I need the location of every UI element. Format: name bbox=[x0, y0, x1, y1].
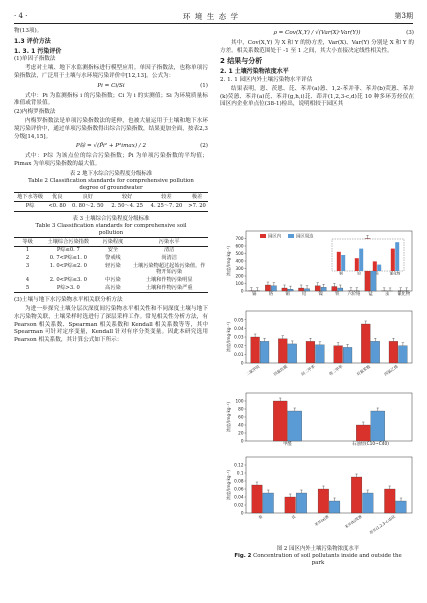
bar bbox=[271, 286, 276, 291]
table-cell: 土壤和作物污染明显 bbox=[145, 277, 193, 284]
nemerow-paragraph: 内梅罗指数法是单项污染指数法的延伸，也被大量运用于土壤和地下水环境污染评价中，通过单项污染指数得出综合污染指数，结果更加全面，按表2,3 分级[14,15]。 bbox=[14, 117, 208, 140]
bar bbox=[329, 501, 340, 513]
bar bbox=[252, 485, 263, 513]
table-header-cell: 污染程度 bbox=[102, 238, 124, 245]
plot-frame bbox=[246, 393, 412, 441]
table-cell: 1 bbox=[25, 247, 30, 254]
x-tick-label: 甲醛 bbox=[283, 442, 292, 447]
table-cell: 安全 bbox=[107, 247, 119, 254]
nemerow-heading: (2)内梅罗指数法 bbox=[14, 109, 56, 116]
y-tick-label: 500 bbox=[235, 251, 244, 257]
y-tick-label: 0 bbox=[240, 438, 244, 444]
bar bbox=[321, 287, 326, 291]
y-tick-label: 400 bbox=[235, 258, 244, 264]
y-tick-label: 0.04 bbox=[234, 325, 244, 331]
x-tick-label: 铬 bbox=[268, 292, 274, 297]
bar bbox=[384, 489, 395, 513]
bar bbox=[263, 493, 274, 513]
y-axis-label: 浓度/(mg·kg⁻¹) bbox=[226, 321, 231, 353]
y-tick-label: 60 bbox=[238, 414, 244, 420]
section-2-heading: 2 结果与分析 bbox=[220, 57, 263, 66]
table-header-cell: 等级 bbox=[22, 238, 33, 245]
bar bbox=[288, 289, 293, 291]
x-tick-label: 铁 bbox=[335, 292, 340, 297]
table-2-header-row bbox=[14, 192, 208, 202]
inset-bar bbox=[341, 255, 345, 271]
y-tick-label: 0.08 bbox=[234, 478, 244, 484]
section-2-1-heading: 2. 1 土壤污染物浓度水平 bbox=[220, 68, 289, 76]
table-row bbox=[14, 262, 208, 276]
table-header-cell: 污染水平 bbox=[158, 238, 180, 245]
inset-bar bbox=[377, 265, 381, 271]
x-tick-label: 石油烃(C10~C40) bbox=[352, 442, 389, 447]
issue-number: 第3期 bbox=[394, 12, 413, 20]
bar bbox=[251, 337, 260, 363]
section-2-1-1-heading: 2. 1. 1 园区内外土壤污染物水平评估 bbox=[220, 76, 313, 83]
table-header-cell: 土壤综合污染指数 bbox=[47, 238, 90, 245]
table-cell: 高污染 bbox=[105, 285, 121, 292]
y-tick-label: 0.04 bbox=[234, 494, 244, 500]
table-header-cell: 地下水等级 bbox=[17, 193, 44, 200]
table-cell: 1. 0<P综≤2. 0 bbox=[49, 262, 87, 269]
x-tick-label: 汞 bbox=[384, 292, 390, 297]
bar bbox=[315, 286, 320, 291]
table-3 bbox=[14, 237, 208, 293]
section-1-3-1-heading: 1. 3. 1 污染评价 bbox=[14, 47, 62, 55]
section-2-1-1-paragraph: 结果表明，恩、茨恩、芘、苯并(a)蒽、1,2-苯并菲、苯并(b)荧蒽、苯并(k)荧蒽、苯并(a)芘、苯并(g,h,i)苝、茚并(1,2,3-c,d)芘 10 种多环芳烃仅在园区内企业单点位(38-1)检出，说明相较于园区其 bbox=[220, 85, 414, 108]
table-header-cell: 较差 bbox=[161, 193, 172, 200]
legend-label-outside: 园区周边 bbox=[296, 234, 314, 240]
y-tick-label: 700 bbox=[235, 236, 244, 242]
table-cell: >7. 20 bbox=[188, 203, 206, 210]
x-tick-label: 苯并(a)蒽 bbox=[314, 514, 330, 528]
bar bbox=[288, 411, 302, 441]
table-cell: 清洁 bbox=[163, 247, 175, 254]
table-row bbox=[14, 277, 208, 285]
table-cell: <0. 80 bbox=[48, 203, 66, 210]
intro-tail: 物(13项)。 bbox=[14, 28, 43, 34]
table-row bbox=[14, 246, 208, 254]
table-3-caption bbox=[14, 216, 208, 237]
equation-1-number: (1) bbox=[200, 82, 208, 89]
y-tick-label: 0.06 bbox=[234, 486, 244, 492]
inset-bar bbox=[337, 252, 341, 271]
equation-2-number: (2) bbox=[200, 143, 208, 150]
inset-x-label: 铜 bbox=[339, 271, 343, 276]
inset-x-label: 氰化物 bbox=[389, 271, 401, 276]
bar bbox=[282, 288, 287, 291]
figure-2 bbox=[220, 225, 416, 545]
left-column bbox=[14, 28, 208, 346]
inset-bar bbox=[355, 258, 359, 271]
y-tick-label: 0.02 bbox=[234, 343, 244, 349]
single-factor-heading: (1)单因子指数法 bbox=[14, 56, 56, 63]
x-tick-label: 四氯乙烯 bbox=[383, 363, 399, 377]
table-cell: 4 bbox=[25, 277, 30, 284]
x-tick-label: 镉 bbox=[252, 292, 257, 297]
y-axis-label: 浓度/(mg·kg⁻¹) bbox=[226, 245, 231, 277]
correlation-heading: (3)土壤与地下水污染物水平相关联分析方法 bbox=[14, 297, 123, 304]
table-2-caption-cn: 表 2 地下水综合污染程度分级标准 bbox=[69, 170, 153, 177]
x-tick-label: 苯并(b)荧蒽 bbox=[344, 514, 363, 530]
inset-bar bbox=[359, 249, 363, 271]
equation-1-body: Pi = Ci/Si bbox=[97, 82, 125, 89]
bar bbox=[343, 347, 352, 363]
journal-name: 环 境 生 态 学 bbox=[182, 11, 239, 21]
bar bbox=[273, 401, 287, 441]
table-cell: 3 bbox=[25, 262, 30, 269]
table-cell: 轻污染 bbox=[105, 262, 121, 269]
y-axis-label: 浓度/(mg·kg⁻¹) bbox=[226, 469, 231, 501]
bar bbox=[356, 425, 370, 441]
y-tick-label: 40 bbox=[238, 422, 244, 428]
table-cell: 2. 0<P综≤3. 0 bbox=[49, 277, 87, 284]
table-cell: 土壤和作物污染严重 bbox=[145, 285, 193, 292]
table-row bbox=[14, 202, 208, 212]
bar bbox=[334, 346, 343, 363]
y-tick-label: 200 bbox=[235, 273, 244, 279]
equation-3-number: (3) bbox=[406, 30, 414, 36]
table-2 bbox=[14, 192, 208, 212]
single-factor-paragraph: 考虑对土壤、地下水监测指标进行模型应用。单因子指数法，也称单项污染指数法，广泛用于土壤与水环境污染评价中[12,13]。公式为： bbox=[14, 65, 208, 79]
bar bbox=[351, 477, 362, 513]
bar bbox=[398, 346, 407, 363]
table-cell: 警戒线 bbox=[105, 255, 121, 262]
y-axis-label: 浓度/(mg·kg⁻¹) bbox=[226, 401, 231, 433]
bar bbox=[298, 288, 303, 291]
bar bbox=[332, 287, 337, 292]
figure-2-caption-cn: 图 2 园区内外土壤污染物浓度水平 bbox=[276, 546, 360, 552]
section-1-3-heading: 1.3 评价方法 bbox=[14, 37, 51, 45]
plot-frame bbox=[246, 311, 412, 363]
x-tick-label: 铅 bbox=[301, 292, 307, 297]
x-tick-label: 邻二甲苯 bbox=[327, 363, 344, 377]
table-header-cell: 良好 bbox=[82, 193, 93, 200]
x-tick-label: 对氯苯胺 bbox=[355, 363, 372, 377]
y-tick-label: 300 bbox=[235, 266, 244, 272]
correlation-paragraph: 为进一步探究土壤分层次深度间污染物水平相关性和不同深度土壤与地下水污染物关联，土壤采样时选进行了深层采样工作。常见相关性分析方法，有 Pearson 相关系数、Spearman 相关系数和 Kendall 相关系数等等，其中 Spearman 可针对定序变量，Kendall 针对有序分类变量。因此本研究选用 Pearson 相关系数，其计算公式如下所示： bbox=[14, 306, 208, 344]
bar bbox=[396, 501, 407, 513]
bar bbox=[296, 493, 307, 513]
table-3-header-row bbox=[14, 237, 208, 246]
table-cell: P综 bbox=[25, 203, 35, 210]
table-cell: 2 bbox=[25, 255, 30, 262]
right-column bbox=[220, 28, 414, 110]
x-tick-label: 间二甲苯 bbox=[300, 363, 316, 377]
bar bbox=[371, 341, 380, 363]
figure-2-caption-en bbox=[220, 553, 416, 567]
y-tick-label: 0.1 bbox=[236, 470, 244, 476]
legend-swatch-outside bbox=[288, 234, 294, 238]
y-tick-label: 0 bbox=[240, 360, 244, 366]
inset-bar bbox=[373, 261, 377, 271]
bar bbox=[315, 345, 324, 363]
legend-label-inside: 园区内 bbox=[268, 234, 282, 240]
table-header-cell: 优良 bbox=[52, 193, 63, 200]
y-tick-label: 600 bbox=[235, 243, 244, 249]
inset-x-label: 铅 bbox=[357, 271, 361, 276]
bar bbox=[318, 489, 329, 513]
x-tick-label: 锰 bbox=[368, 292, 373, 297]
x-tick-label: 四氯化碳 bbox=[272, 363, 289, 377]
x-tick-label: 二氯甲烷 bbox=[244, 363, 261, 377]
table-cell: 0. 80～2. 50 bbox=[72, 203, 104, 210]
y-tick-label: 0 bbox=[240, 510, 244, 516]
equation-2-body: P综 = √(P̄i² + P²imax) / 2 bbox=[75, 143, 147, 150]
bar bbox=[371, 411, 385, 441]
y-tick-label: 0.01 bbox=[234, 351, 244, 357]
header-rule bbox=[14, 23, 413, 24]
x-tick-label: 铜 bbox=[285, 292, 290, 297]
figure-2-label: Fig. 2 bbox=[234, 552, 252, 559]
nemerow-paragraph-2: 式中：P综 为该点位的综合污染指数；P̄i 为单项污染指数的平均值；Pimax 为单项污染指数的最大值。 bbox=[14, 153, 208, 167]
x-tick-label: 氰化物 bbox=[397, 292, 411, 297]
table-cell: 4. 25～7. 20 bbox=[150, 203, 183, 210]
equation-1 bbox=[14, 83, 208, 91]
table-cell: 5 bbox=[25, 285, 30, 292]
single-factor-paragraph-2: 式中：Pi 为监测指标 i 的污染指数；Ci 为 i 的实测值；Si 为环境质量标准值或背景值。 bbox=[14, 92, 208, 107]
table-cell: 0. 7<P综≤1. 0 bbox=[49, 255, 87, 262]
y-tick-label: 0.02 bbox=[234, 502, 244, 508]
bar bbox=[304, 289, 309, 291]
figure-2-caption bbox=[220, 546, 416, 566]
bar bbox=[338, 288, 343, 291]
equation-2 bbox=[14, 143, 208, 151]
bar bbox=[260, 341, 269, 363]
inset-x-label: 汞 bbox=[375, 271, 379, 276]
bar bbox=[389, 341, 398, 363]
table-cell: 尚清洁 bbox=[161, 255, 177, 262]
x-tick-label: 芘 bbox=[291, 514, 297, 520]
inset-bar bbox=[395, 242, 399, 271]
bar bbox=[363, 493, 374, 513]
table-2-caption-en: Table 2 Classification standards for comprehensive pollution degree of groundwater bbox=[28, 177, 194, 191]
table-3-caption-en: Table 3 Classification standards for comprehensive soil pollution bbox=[35, 222, 187, 236]
figure-2-caption-en-text: Concentration of soil pollutants inside and outside the park bbox=[253, 552, 402, 566]
y-tick-label: 0 bbox=[240, 288, 244, 294]
bar bbox=[361, 324, 370, 363]
table-cell: 土壤污染物超过起始污染值，作物开始污染 bbox=[132, 262, 206, 276]
page-number: · 4 · bbox=[14, 12, 28, 20]
bar bbox=[285, 497, 296, 513]
table-3-caption-cn: 表 3 土壤综合污染程度分级标准 bbox=[72, 215, 150, 222]
running-header bbox=[14, 10, 413, 22]
y-tick-label: 0.12 bbox=[234, 462, 244, 468]
x-tick-label: 镍 bbox=[318, 292, 323, 297]
y-tick-label: 80 bbox=[238, 406, 244, 412]
table-row bbox=[14, 255, 208, 263]
table-cell: 中污染 bbox=[105, 277, 121, 284]
x-tick-label: 六价铬 bbox=[347, 292, 361, 297]
equation-3-body: ρ = Cov(X,Y) / √(Var(X)·Var(Y)) bbox=[273, 30, 361, 36]
y-tick-label: 20 bbox=[238, 430, 244, 436]
y-tick-label: 0.05 bbox=[234, 317, 244, 323]
table-cell: P综>3. 0 bbox=[56, 285, 80, 292]
equation-3-explanation: 其中，Cov(X,Y) 为 X 和 Y 的协方差，Var(X)、Var(Y) 分别是 X 和 Y 的方差。相关系数范围处于 -1 至 1 之间，其大小直接决定线性相关性。 bbox=[220, 39, 414, 54]
table-row bbox=[14, 284, 208, 292]
table-2-caption bbox=[14, 171, 208, 192]
bar bbox=[265, 285, 270, 291]
y-tick-label: 0.03 bbox=[234, 334, 244, 340]
bar bbox=[288, 344, 297, 363]
table-header-cell: 极差 bbox=[191, 193, 203, 200]
equation-3 bbox=[220, 30, 414, 38]
inset-bar bbox=[391, 249, 395, 271]
bar bbox=[306, 341, 315, 363]
y-tick-label: 100 bbox=[235, 281, 244, 287]
bar bbox=[278, 339, 287, 363]
y-tick-label: 100 bbox=[235, 398, 244, 404]
x-tick-label: 茚并(1,2,3-c,d)芘 bbox=[368, 514, 396, 536]
table-cell: 2. 50～4. 25 bbox=[111, 203, 143, 210]
legend-swatch-inside bbox=[260, 234, 266, 238]
table-header-cell: 较好 bbox=[121, 193, 133, 200]
table-cell: P综≤0. 7 bbox=[56, 247, 80, 254]
x-tick-label: 萘 bbox=[257, 514, 264, 520]
